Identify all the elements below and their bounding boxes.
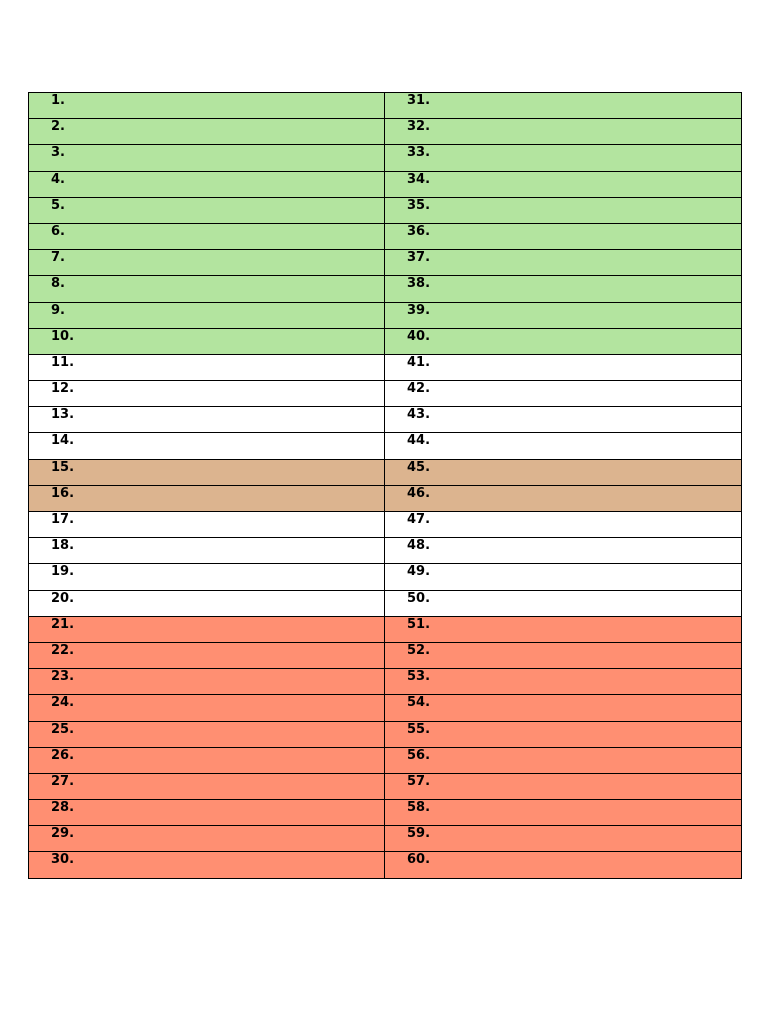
left-column-cell bbox=[29, 433, 385, 459]
row-number-label: 1. bbox=[51, 93, 65, 108]
row-number-label: 16. bbox=[51, 485, 75, 501]
row-number-label: 59. bbox=[407, 826, 431, 842]
right-column-cell bbox=[385, 773, 742, 799]
row-number-label: 45. bbox=[407, 459, 431, 475]
table-row bbox=[29, 93, 742, 119]
row-number-label: 29. bbox=[51, 826, 75, 842]
table-row bbox=[29, 354, 742, 380]
right-column-cell bbox=[385, 564, 742, 590]
row-number-label: 31. bbox=[407, 93, 431, 108]
right-column-cell bbox=[385, 747, 742, 773]
row-number-label: 44. bbox=[407, 433, 431, 449]
left-column-cell bbox=[29, 407, 385, 433]
left-column-cell bbox=[29, 695, 385, 721]
row-number-label: 20. bbox=[51, 590, 75, 606]
row-number-label: 39. bbox=[407, 302, 431, 318]
left-column-cell bbox=[29, 276, 385, 302]
row-number-label: 51. bbox=[407, 616, 431, 632]
table-row bbox=[29, 302, 742, 328]
row-number-label: 23. bbox=[51, 669, 75, 685]
right-column-cell bbox=[385, 433, 742, 459]
row-number-label: 43. bbox=[407, 407, 431, 423]
right-column-cell bbox=[385, 93, 742, 119]
table-row bbox=[29, 119, 742, 145]
right-column-cell bbox=[385, 826, 742, 852]
right-column-cell bbox=[385, 171, 742, 197]
left-column-cell bbox=[29, 93, 385, 119]
row-number-label: 28. bbox=[51, 800, 75, 816]
left-column-cell bbox=[29, 852, 385, 878]
table-row bbox=[29, 145, 742, 171]
row-number-label: 19. bbox=[51, 564, 75, 580]
row-number-label: 12. bbox=[51, 381, 75, 397]
left-column-cell bbox=[29, 642, 385, 668]
right-column-cell bbox=[385, 145, 742, 171]
row-number-label: 15. bbox=[51, 459, 75, 475]
table-row bbox=[29, 642, 742, 668]
left-column-cell bbox=[29, 590, 385, 616]
row-number-label: 18. bbox=[51, 538, 75, 554]
row-number-label: 50. bbox=[407, 590, 431, 606]
row-number-label: 4. bbox=[51, 171, 65, 187]
row-number-label: 46. bbox=[407, 485, 431, 501]
right-column-cell bbox=[385, 407, 742, 433]
row-number-label: 21. bbox=[51, 616, 75, 632]
left-column-cell bbox=[29, 669, 385, 695]
left-column-cell bbox=[29, 171, 385, 197]
right-column-cell bbox=[385, 250, 742, 276]
row-number-label: 22. bbox=[51, 642, 75, 658]
row-number-label: 53. bbox=[407, 669, 431, 685]
table-row bbox=[29, 276, 742, 302]
row-number-label: 2. bbox=[51, 119, 65, 135]
row-number-label: 38. bbox=[407, 276, 431, 292]
row-number-label: 56. bbox=[407, 747, 431, 763]
left-column-cell bbox=[29, 381, 385, 407]
left-column-cell bbox=[29, 145, 385, 171]
table-row bbox=[29, 223, 742, 249]
row-number-label: 7. bbox=[51, 250, 65, 266]
left-column-cell bbox=[29, 302, 385, 328]
table-row bbox=[29, 407, 742, 433]
row-number-label: 48. bbox=[407, 538, 431, 554]
left-column-cell bbox=[29, 354, 385, 380]
right-column-cell bbox=[385, 354, 742, 380]
right-column-cell bbox=[385, 119, 742, 145]
row-number-label: 52. bbox=[407, 642, 431, 658]
row-number-label: 36. bbox=[407, 223, 431, 239]
table-row bbox=[29, 197, 742, 223]
row-number-label: 57. bbox=[407, 773, 431, 789]
numbered-list-body bbox=[29, 93, 742, 879]
left-column-cell bbox=[29, 721, 385, 747]
table-row bbox=[29, 800, 742, 826]
row-number-label: 35. bbox=[407, 197, 431, 213]
right-column-cell bbox=[385, 381, 742, 407]
right-column-cell bbox=[385, 328, 742, 354]
left-column-cell bbox=[29, 616, 385, 642]
left-column-cell bbox=[29, 250, 385, 276]
left-column-cell bbox=[29, 564, 385, 590]
row-number-label: 24. bbox=[51, 695, 75, 711]
row-number-label: 54. bbox=[407, 695, 431, 711]
row-number-label: 10. bbox=[51, 328, 75, 344]
table-row bbox=[29, 852, 742, 878]
row-number-label: 42. bbox=[407, 381, 431, 397]
table-row bbox=[29, 485, 742, 511]
row-number-label: 47. bbox=[407, 512, 431, 527]
right-column-cell bbox=[385, 197, 742, 223]
row-number-label: 55. bbox=[407, 721, 431, 737]
right-column-cell bbox=[385, 852, 742, 878]
right-column-cell bbox=[385, 800, 742, 826]
row-number-label: 32. bbox=[407, 119, 431, 135]
right-column-cell bbox=[385, 721, 742, 747]
row-number-label: 6. bbox=[51, 223, 65, 239]
row-number-label: 37. bbox=[407, 250, 431, 266]
right-column-cell bbox=[385, 276, 742, 302]
row-number-label: 5. bbox=[51, 197, 65, 213]
row-number-label: 40. bbox=[407, 328, 431, 344]
row-number-label: 3. bbox=[51, 145, 65, 161]
left-column-cell bbox=[29, 459, 385, 485]
table-row bbox=[29, 564, 742, 590]
left-column-cell bbox=[29, 538, 385, 564]
right-column-cell bbox=[385, 459, 742, 485]
left-column-cell bbox=[29, 485, 385, 511]
right-column-cell bbox=[385, 695, 742, 721]
table-row bbox=[29, 616, 742, 642]
left-column-cell bbox=[29, 512, 385, 538]
row-number-label: 27. bbox=[51, 773, 75, 789]
right-column-cell bbox=[385, 485, 742, 511]
right-column-cell bbox=[385, 669, 742, 695]
left-column-cell bbox=[29, 747, 385, 773]
table-row bbox=[29, 328, 742, 354]
left-column-cell bbox=[29, 826, 385, 852]
row-number-label: 34. bbox=[407, 171, 431, 187]
row-number-label: 17. bbox=[51, 512, 75, 527]
row-number-label: 33. bbox=[407, 145, 431, 161]
row-number-label: 26. bbox=[51, 747, 75, 763]
right-column-cell bbox=[385, 512, 742, 538]
left-column-cell bbox=[29, 773, 385, 799]
row-number-label: 11. bbox=[51, 354, 75, 370]
table-row bbox=[29, 590, 742, 616]
left-column-cell bbox=[29, 223, 385, 249]
right-column-cell bbox=[385, 616, 742, 642]
table-row bbox=[29, 538, 742, 564]
row-number-label: 13. bbox=[51, 407, 75, 423]
row-number-label: 58. bbox=[407, 800, 431, 816]
right-column-cell bbox=[385, 642, 742, 668]
row-number-label: 60. bbox=[407, 852, 431, 868]
left-column-cell bbox=[29, 328, 385, 354]
left-column-cell bbox=[29, 119, 385, 145]
row-number-label: 8. bbox=[51, 276, 65, 292]
right-column-cell bbox=[385, 302, 742, 328]
table-row bbox=[29, 695, 742, 721]
left-column-cell bbox=[29, 800, 385, 826]
row-number-label: 9. bbox=[51, 302, 65, 318]
left-column-cell bbox=[29, 197, 385, 223]
row-number-label: 25. bbox=[51, 721, 75, 737]
right-column-cell bbox=[385, 223, 742, 249]
table-row bbox=[29, 669, 742, 695]
table-row bbox=[29, 721, 742, 747]
table-row bbox=[29, 433, 742, 459]
row-number-label: 41. bbox=[407, 354, 431, 370]
table-row bbox=[29, 512, 742, 538]
table-row bbox=[29, 459, 742, 485]
table-row bbox=[29, 250, 742, 276]
right-column-cell bbox=[385, 538, 742, 564]
row-number-label: 14. bbox=[51, 433, 75, 449]
numbered-list-table bbox=[28, 92, 742, 879]
table-row bbox=[29, 773, 742, 799]
table-row bbox=[29, 747, 742, 773]
table-row bbox=[29, 171, 742, 197]
table-row bbox=[29, 381, 742, 407]
row-number-label: 49. bbox=[407, 564, 431, 580]
right-column-cell bbox=[385, 590, 742, 616]
row-number-label: 30. bbox=[51, 852, 75, 868]
table-row bbox=[29, 826, 742, 852]
